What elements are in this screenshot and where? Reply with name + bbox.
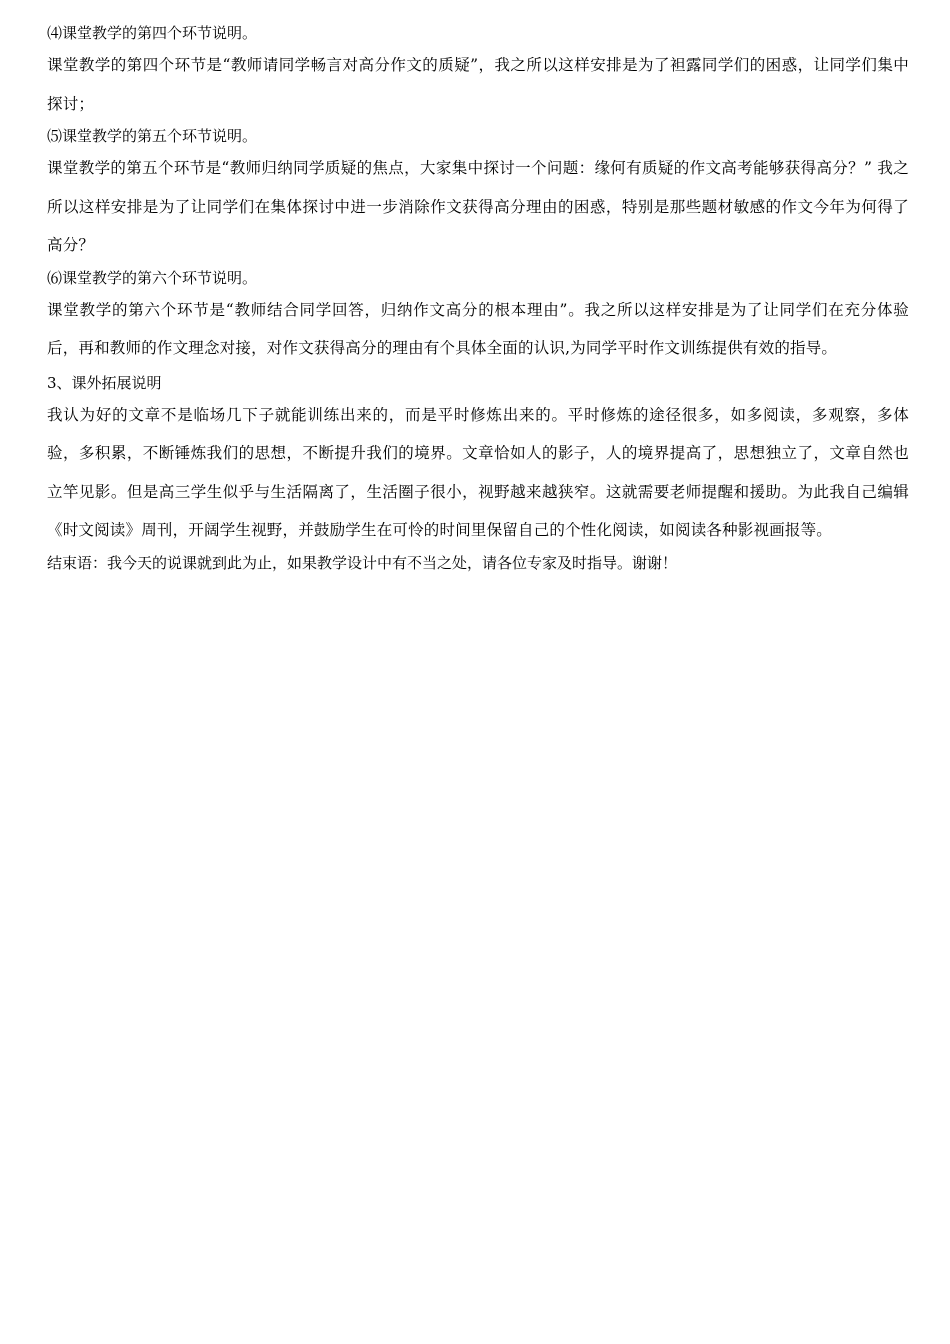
paragraph-step-5: 课堂教学的第五个环节是“教师归纳同学质疑的焦点，大家集中探讨一个问题：缘何有质疑的作文高考能够获得高分？” 我之所以这样安排是为了让同学们在集体探讨中进一步消除作文获得高分理由的困惑，特别是那些题材敏感的作文今年为何得了高分？ — [47, 159, 909, 254]
paragraph-step-6: 课堂教学的第六个环节是“教师结合同学回答，归纳作文高分的根本理由”。我之所以这样安排是为了让同学们在充分体验后，再和教师的作文理念对接，对作文获得高分的理由有个具体全面的认识,为同学平时作文训练提供有效的指导。 — [47, 300, 909, 357]
document-page — [47, 20, 909, 576]
paragraph-extension: 我认为好的文章不是临场几下子就能训练出来的，而是平时修炼出来的。平时修炼的途径很多，如多阅读，多观察，多体验，多积累，不断锤炼我们的思想，不断提升我们的境界。文章恰如人的影子，人的境界提高了，思想独立了，文章自然也立竿见影。但是高三学生似乎与生活隔离了，生活圈子很小，视野越来越狭窄。这就需要老师提醒和援助。为此我自己编辑《时文阅读》周刊，开阔学生视野，并鼓励学生在可怜的时间里保留自己的个性化阅读，如阅读各种影视画报等。 — [47, 405, 909, 539]
section-heading-extension: 3、课外拓展说明 — [47, 373, 162, 392]
closing-remarks: 结束语：我今天的说课就到此为止，如果教学设计中有不当之处，请各位专家及时指导。谢谢！ — [47, 553, 678, 572]
section-heading-step-4: ⑷课堂教学的第四个环节说明。 — [47, 24, 258, 42]
paragraph-step-4: 课堂教学的第四个环节是“教师请同学畅言对高分作文的质疑”，我之所以这样安排是为了袒露同学们的困惑，让同学们集中探讨； — [47, 56, 909, 113]
section-heading-step-5: ⑸课堂教学的第五个环节说明。 — [47, 127, 258, 145]
section-heading-step-6: ⑹课堂教学的第六个环节说明。 — [47, 268, 258, 287]
